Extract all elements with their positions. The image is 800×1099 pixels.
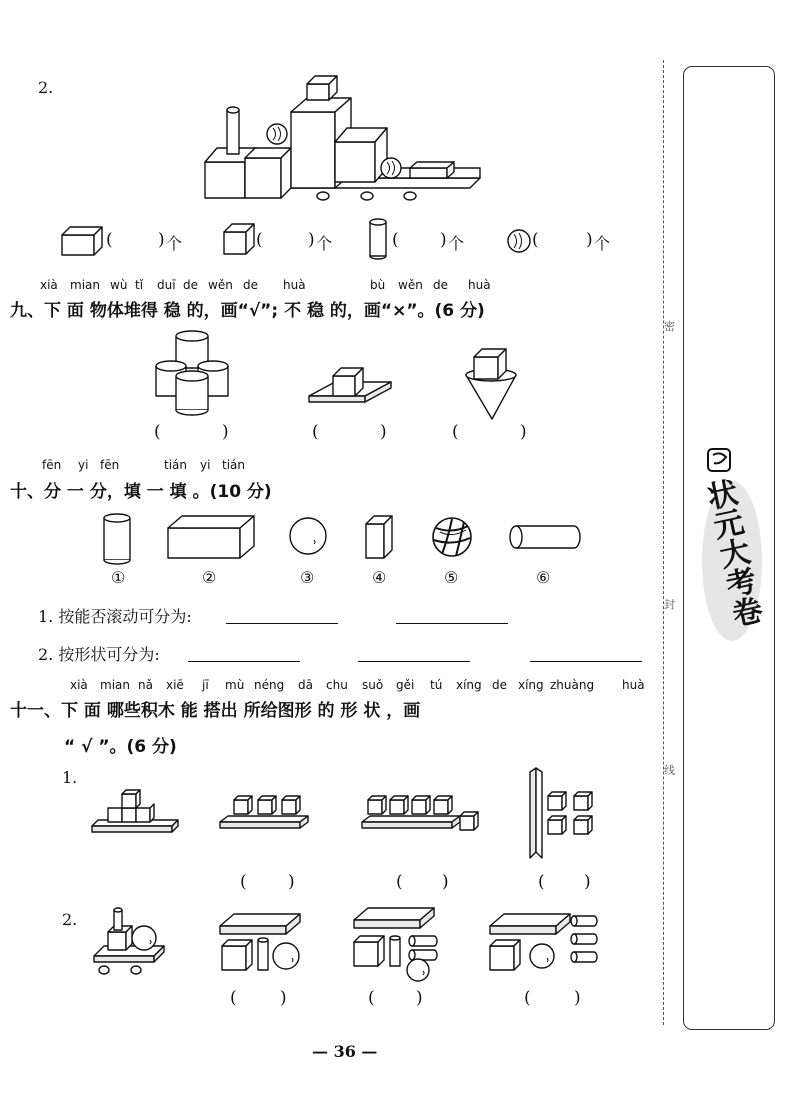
pinyin: xià — [40, 278, 58, 292]
cylinder-shape — [100, 512, 136, 564]
pinyin: xíng — [518, 678, 544, 692]
answer-blank[interactable] — [358, 660, 470, 662]
pinyin: wěn — [208, 278, 233, 292]
pinyin: tián — [222, 458, 245, 472]
count-unit-2: 个 — [316, 234, 333, 253]
count-paren-left-2: ( — [256, 230, 263, 250]
answer-paren: ) — [442, 872, 449, 892]
ball-icon — [506, 228, 532, 254]
pinyin: chu — [326, 678, 348, 692]
pinyin: de — [243, 278, 258, 292]
pinyin: xiē — [166, 678, 184, 692]
pinyin: suǒ — [362, 678, 384, 692]
shape-label: ⑤ — [444, 568, 459, 587]
count-paren-left-4: ( — [532, 230, 539, 250]
option-1c-blocks — [526, 768, 602, 860]
pinyin: wěn — [398, 278, 423, 292]
pinyin: de — [492, 678, 507, 692]
pinyin: de — [433, 278, 448, 292]
shape-label: ⑥ — [536, 568, 551, 587]
pinyin: huà — [622, 678, 645, 692]
seal-dashed-line — [663, 60, 664, 1025]
long-cylinder-shape — [508, 522, 584, 552]
cuboid-shape — [166, 514, 260, 560]
option-1a-blocks — [218, 792, 314, 836]
answer-paren: ) — [584, 872, 591, 892]
count-paren-right-4: ) — [586, 230, 593, 250]
option-2c-blocks — [486, 910, 602, 976]
seal-char: 密 — [664, 320, 675, 333]
pinyin: fēn — [100, 458, 120, 472]
side-panel — [683, 66, 775, 1030]
count-paren-left-1: ( — [106, 230, 113, 250]
stacked-cylinders-figure — [152, 330, 234, 416]
shape-label: ① — [111, 568, 126, 587]
cuboid-icon — [60, 225, 106, 257]
answer-paren: ( — [524, 988, 531, 1008]
pinyin: xià — [70, 678, 88, 692]
answer-paren: ( — [240, 872, 247, 892]
answer-blank[interactable] — [188, 660, 300, 662]
pinyin: de — [183, 278, 198, 292]
cube-on-cone-figure — [460, 345, 530, 421]
question-shape: 2. 按形状可分为: — [38, 645, 160, 664]
count-paren-right-2: ) — [308, 230, 315, 250]
pinyin: huà — [468, 278, 491, 292]
sphere-shape — [288, 516, 328, 556]
pinyin: zhuàng — [550, 678, 595, 692]
cube-shape — [364, 514, 396, 560]
answer-blank[interactable] — [396, 622, 508, 624]
pinyin: mù — [225, 678, 245, 692]
sub-question-2: 2. — [62, 910, 78, 929]
pinyin: gěi — [396, 678, 415, 692]
answer-blank[interactable] — [226, 622, 338, 624]
section9-title: 九、下 面 物体堆得 稳 的，画“√”; 不 稳 的，画“×”。(6 分) — [10, 301, 485, 321]
pinyin: dā — [298, 678, 313, 692]
brand-logo-text: 状元大考卷 — [698, 476, 765, 631]
answer-paren: ) — [288, 872, 295, 892]
pinyin: bù — [370, 278, 386, 292]
section11-title: 十一、下 面 哪些积木 能 搭出 所给图形 的 形 状 ，画 — [10, 701, 421, 721]
section10-title: 十、分 一 分，填 一 填 。(10 分) — [10, 482, 272, 502]
pinyin: nǎ — [138, 678, 153, 692]
count-unit-1: 个 — [166, 234, 183, 253]
count-paren-left-3: ( — [392, 230, 399, 250]
option-1b-blocks — [360, 792, 484, 836]
pinyin: wù — [110, 278, 128, 292]
pinyin: duī — [157, 278, 176, 292]
volleyball-shape — [430, 516, 474, 558]
answer-paren: ) — [416, 988, 423, 1008]
pinyin: mian — [70, 278, 100, 292]
cube-on-board-figure — [305, 360, 395, 416]
count-paren-right-1: ) — [158, 230, 165, 250]
answer-paren: ( — [154, 422, 161, 442]
answer-paren: ( — [312, 422, 319, 442]
cylinder-icon — [368, 218, 390, 260]
shape-label: ② — [202, 568, 217, 587]
answer-paren: ( — [396, 872, 403, 892]
answer-paren: ( — [368, 988, 375, 1008]
answer-paren: ) — [280, 988, 287, 1008]
question-roll: 1. 按能否滚动可分为: — [38, 607, 192, 626]
pinyin: tián — [164, 458, 187, 472]
answer-paren: ) — [222, 422, 229, 442]
sub-question-1: 1. — [62, 768, 78, 787]
count-unit-3: 个 — [448, 234, 465, 253]
target-shape-cart — [84, 906, 180, 982]
answer-paren: ) — [574, 988, 581, 1008]
pinyin: tǐ — [135, 278, 144, 292]
cube-icon — [222, 222, 256, 256]
target-shape-pyramid — [86, 790, 182, 836]
answer-paren: ) — [380, 422, 387, 442]
pinyin: fēn — [42, 458, 62, 472]
count-unit-4: 个 — [594, 234, 611, 253]
pinyin: yi — [78, 458, 89, 472]
pinyin: huà — [283, 278, 306, 292]
answer-paren: ( — [230, 988, 237, 1008]
shape-label: ④ — [372, 568, 387, 587]
pinyin: jī — [202, 678, 209, 692]
option-2b-blocks — [350, 904, 446, 984]
pinyin: yi — [200, 458, 211, 472]
seal-char: 线 — [664, 764, 675, 777]
answer-paren: ) — [520, 422, 527, 442]
answer-paren: ( — [452, 422, 459, 442]
shape-label: ③ — [300, 568, 315, 587]
seal-char: 封 — [664, 598, 675, 611]
pinyin: néng — [254, 678, 285, 692]
section11-title-cont: “ √ ”。(6 分) — [64, 737, 177, 757]
stacked-blocks-picture — [195, 70, 485, 210]
page-number: — 36 — — [312, 1042, 378, 1061]
pinyin: xíng — [456, 678, 482, 692]
pinyin: mian — [100, 678, 130, 692]
option-2a-blocks — [216, 910, 312, 976]
exercise-number: 2. — [38, 78, 54, 97]
answer-paren: ( — [538, 872, 545, 892]
count-paren-right-3: ) — [440, 230, 447, 250]
answer-blank[interactable] — [530, 660, 642, 662]
pinyin: tú — [430, 678, 443, 692]
